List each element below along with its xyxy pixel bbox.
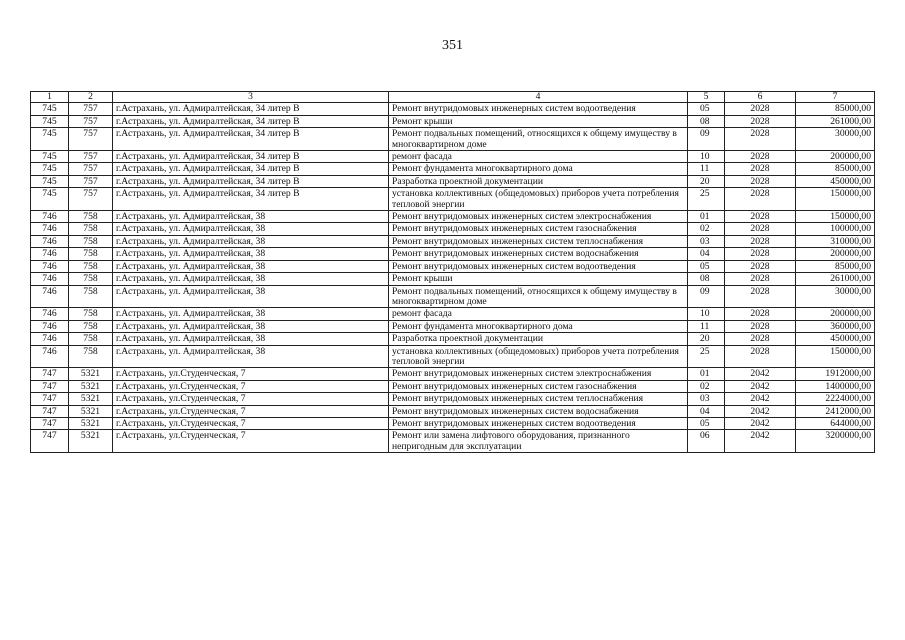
house-id-cell: 757: [69, 151, 113, 163]
address-cell: г.Астрахань, ул. Адмиралтейская, 34 литер В: [113, 128, 389, 151]
cost-cell: 644000,00: [796, 417, 875, 429]
row-number-cell: 746: [31, 273, 69, 285]
cost-cell: 150000,00: [796, 211, 875, 223]
work-code-cell: 05: [688, 103, 725, 115]
work-code-cell: 01: [688, 211, 725, 223]
house-id-cell: 757: [69, 115, 113, 127]
work-code-cell: 02: [688, 223, 725, 235]
house-id-cell: 758: [69, 320, 113, 332]
table-row: [31, 175, 875, 187]
table-row: [31, 393, 875, 405]
row-number-cell: 746: [31, 211, 69, 223]
cost-cell: 200000,00: [796, 248, 875, 260]
cost-cell: 2412000,00: [796, 405, 875, 417]
row-number-cell: 746: [31, 320, 69, 332]
row-number-cell: 747: [31, 430, 69, 453]
year-cell: 2028: [725, 163, 796, 175]
row-number-cell: 746: [31, 308, 69, 320]
cost-cell: 450000,00: [796, 333, 875, 345]
address-cell: г.Астрахань, ул. Адмиралтейская, 38: [113, 308, 389, 320]
cost-cell: 2224000,00: [796, 393, 875, 405]
work-type-cell: ремонт фасада: [389, 151, 688, 163]
work-type-cell: Ремонт внутридомовых инженерных систем газоснабжения: [389, 380, 688, 392]
address-cell: г.Астрахань, ул.Студенческая, 7: [113, 417, 389, 429]
year-cell: 2042: [725, 368, 796, 380]
year-cell: 2042: [725, 430, 796, 453]
work-type-cell: Ремонт внутридомовых инженерных систем электроснабжения: [389, 211, 688, 223]
address-cell: г.Астрахань, ул. Адмиралтейская, 38: [113, 248, 389, 260]
row-number-cell: 745: [31, 115, 69, 127]
cost-cell: 310000,00: [796, 235, 875, 247]
column-header: 2: [69, 92, 113, 103]
house-id-cell: 757: [69, 188, 113, 211]
row-number-cell: 747: [31, 405, 69, 417]
work-code-cell: 03: [688, 393, 725, 405]
house-id-cell: 757: [69, 163, 113, 175]
work-type-cell: Ремонт внутридомовых инженерных систем водоснабжения: [389, 405, 688, 417]
year-cell: 2028: [725, 223, 796, 235]
year-cell: 2028: [725, 211, 796, 223]
address-cell: г.Астрахань, ул.Студенческая, 7: [113, 405, 389, 417]
house-id-cell: 758: [69, 211, 113, 223]
work-type-cell: Ремонт внутридомовых инженерных систем водоотведения: [389, 103, 688, 115]
table-row: [31, 260, 875, 272]
row-number-cell: 745: [31, 163, 69, 175]
table-row: [31, 103, 875, 115]
table-row: [31, 235, 875, 247]
row-number-cell: 745: [31, 151, 69, 163]
row-number-cell: 745: [31, 188, 69, 211]
address-cell: г.Астрахань, ул. Адмиралтейская, 34 литер В: [113, 188, 389, 211]
work-code-cell: 25: [688, 188, 725, 211]
work-type-cell: Ремонт внутридомовых инженерных систем теплоснабжения: [389, 393, 688, 405]
work-code-cell: 04: [688, 248, 725, 260]
work-code-cell: 04: [688, 405, 725, 417]
address-cell: г.Астрахань, ул. Адмиралтейская, 38: [113, 285, 389, 308]
row-number-cell: 746: [31, 248, 69, 260]
column-header: 1: [31, 92, 69, 103]
work-type-cell: установка коллективных (общедомовых) приборов учета потребления тепловой энергии: [389, 188, 688, 211]
table-row: [31, 115, 875, 127]
table-row: [31, 417, 875, 429]
work-code-cell: 10: [688, 308, 725, 320]
row-number-cell: 747: [31, 380, 69, 392]
work-code-cell: 08: [688, 273, 725, 285]
house-id-cell: 5321: [69, 417, 113, 429]
work-type-cell: Ремонт фундамента многоквартирного дома: [389, 163, 688, 175]
table-row: [31, 248, 875, 260]
row-number-cell: 745: [31, 103, 69, 115]
house-id-cell: 758: [69, 273, 113, 285]
address-cell: г.Астрахань, ул. Адмиралтейская, 38: [113, 211, 389, 223]
year-cell: 2028: [725, 333, 796, 345]
year-cell: 2028: [725, 235, 796, 247]
house-id-cell: 758: [69, 345, 113, 368]
work-code-cell: 11: [688, 163, 725, 175]
cost-cell: 30000,00: [796, 285, 875, 308]
work-type-cell: Ремонт подвальных помещений, относящихся к общему имуществу в многоквартирном доме: [389, 128, 688, 151]
address-cell: г.Астрахань, ул. Адмиралтейская, 38: [113, 260, 389, 272]
year-cell: 2028: [725, 188, 796, 211]
table-row: [31, 151, 875, 163]
work-type-cell: установка коллективных (общедомовых) приборов учета потребления тепловой энергии: [389, 345, 688, 368]
work-type-cell: Ремонт внутридомовых инженерных систем электроснабжения: [389, 368, 688, 380]
address-cell: г.Астрахань, ул. Адмиралтейская, 34 литер В: [113, 103, 389, 115]
column-header: 7: [796, 92, 875, 103]
house-id-cell: 5321: [69, 430, 113, 453]
house-id-cell: 5321: [69, 380, 113, 392]
cost-cell: 100000,00: [796, 223, 875, 235]
row-number-cell: 747: [31, 368, 69, 380]
year-cell: 2028: [725, 115, 796, 127]
row-number-cell: 745: [31, 128, 69, 151]
work-code-cell: 03: [688, 235, 725, 247]
work-type-cell: Ремонт крыши: [389, 273, 688, 285]
work-type-cell: Ремонт фундамента многоквартирного дома: [389, 320, 688, 332]
year-cell: 2028: [725, 260, 796, 272]
table-row: [31, 163, 875, 175]
row-number-cell: 747: [31, 417, 69, 429]
cost-cell: 200000,00: [796, 308, 875, 320]
work-type-cell: Ремонт внутридомовых инженерных систем газоснабжения: [389, 223, 688, 235]
work-type-cell: Ремонт внутридомовых инженерных систем теплоснабжения: [389, 235, 688, 247]
house-id-cell: 757: [69, 128, 113, 151]
work-code-cell: 25: [688, 345, 725, 368]
year-cell: 2028: [725, 103, 796, 115]
address-cell: г.Астрахань, ул.Студенческая, 7: [113, 368, 389, 380]
house-id-cell: 5321: [69, 405, 113, 417]
table-row: [31, 320, 875, 332]
table-row: [31, 223, 875, 235]
cost-cell: 261000,00: [796, 115, 875, 127]
work-code-cell: 20: [688, 333, 725, 345]
house-id-cell: 758: [69, 223, 113, 235]
row-number-cell: 746: [31, 333, 69, 345]
house-id-cell: 757: [69, 175, 113, 187]
table-row: [31, 188, 875, 211]
table-row: [31, 345, 875, 368]
capital-repair-table: [30, 91, 875, 453]
table-row: [31, 430, 875, 453]
address-cell: г.Астрахань, ул. Адмиралтейская, 38: [113, 273, 389, 285]
year-cell: 2028: [725, 128, 796, 151]
work-code-cell: 10: [688, 151, 725, 163]
year-cell: 2028: [725, 285, 796, 308]
work-code-cell: 01: [688, 368, 725, 380]
cost-cell: 150000,00: [796, 345, 875, 368]
cost-cell: 200000,00: [796, 151, 875, 163]
table-row: [31, 368, 875, 380]
work-code-cell: 08: [688, 115, 725, 127]
table-row: [31, 308, 875, 320]
work-type-cell: Ремонт внутридомовых инженерных систем водоотведения: [389, 260, 688, 272]
table-row: [31, 333, 875, 345]
column-header: 6: [725, 92, 796, 103]
row-number-cell: 747: [31, 393, 69, 405]
cost-cell: 450000,00: [796, 175, 875, 187]
address-cell: г.Астрахань, ул. Адмиралтейская, 38: [113, 223, 389, 235]
year-cell: 2028: [725, 308, 796, 320]
house-id-cell: 758: [69, 285, 113, 308]
row-number-cell: 746: [31, 260, 69, 272]
address-cell: г.Астрахань, ул.Студенческая, 7: [113, 393, 389, 405]
work-code-cell: 02: [688, 380, 725, 392]
cost-cell: 3200000,00: [796, 430, 875, 453]
cost-cell: 261000,00: [796, 273, 875, 285]
house-id-cell: 5321: [69, 393, 113, 405]
work-code-cell: 05: [688, 260, 725, 272]
address-cell: г.Астрахань, ул. Адмиралтейская, 34 литер В: [113, 151, 389, 163]
table-header-row: [31, 92, 875, 103]
year-cell: 2028: [725, 175, 796, 187]
house-id-cell: 758: [69, 260, 113, 272]
cost-cell: 1400000,00: [796, 380, 875, 392]
house-id-cell: 758: [69, 308, 113, 320]
cost-cell: 150000,00: [796, 188, 875, 211]
address-cell: г.Астрахань, ул. Адмиралтейская, 34 литер В: [113, 115, 389, 127]
address-cell: г.Астрахань, ул. Адмиралтейская, 38: [113, 320, 389, 332]
work-code-cell: 06: [688, 430, 725, 453]
table-row: [31, 128, 875, 151]
year-cell: 2028: [725, 151, 796, 163]
address-cell: г.Астрахань, ул.Студенческая, 7: [113, 430, 389, 453]
address-cell: г.Астрахань, ул. Адмиралтейская, 34 литер В: [113, 163, 389, 175]
work-type-cell: Ремонт или замена лифтового оборудования, признанного непригодным для эксплуатации: [389, 430, 688, 453]
row-number-cell: 746: [31, 345, 69, 368]
cost-cell: 30000,00: [796, 128, 875, 151]
row-number-cell: 746: [31, 285, 69, 308]
column-header: 4: [389, 92, 688, 103]
house-id-cell: 758: [69, 248, 113, 260]
work-code-cell: 05: [688, 417, 725, 429]
work-type-cell: Ремонт крыши: [389, 115, 688, 127]
work-code-cell: 11: [688, 320, 725, 332]
year-cell: 2028: [725, 345, 796, 368]
column-header: 3: [113, 92, 389, 103]
page-number: 351: [442, 38, 463, 53]
year-cell: 2042: [725, 380, 796, 392]
work-type-cell: Разработка проектной документации: [389, 333, 688, 345]
year-cell: 2028: [725, 273, 796, 285]
row-number-cell: 746: [31, 235, 69, 247]
work-type-cell: ремонт фасада: [389, 308, 688, 320]
year-cell: 2042: [725, 417, 796, 429]
table-row: [31, 405, 875, 417]
cost-cell: 360000,00: [796, 320, 875, 332]
work-type-cell: Ремонт внутридомовых инженерных систем водоснабжения: [389, 248, 688, 260]
work-type-cell: Разработка проектной документации: [389, 175, 688, 187]
work-code-cell: 09: [688, 285, 725, 308]
address-cell: г.Астрахань, ул. Адмиралтейская, 38: [113, 333, 389, 345]
column-header: 5: [688, 92, 725, 103]
year-cell: 2042: [725, 393, 796, 405]
year-cell: 2042: [725, 405, 796, 417]
row-number-cell: 745: [31, 175, 69, 187]
address-cell: г.Астрахань, ул. Адмиралтейская, 38: [113, 345, 389, 368]
table-row: [31, 285, 875, 308]
address-cell: г.Астрахань, ул. Адмиралтейская, 38: [113, 235, 389, 247]
year-cell: 2028: [725, 320, 796, 332]
work-type-cell: Ремонт внутридомовых инженерных систем водоотведения: [389, 417, 688, 429]
cost-cell: 1912000,00: [796, 368, 875, 380]
table-row: [31, 211, 875, 223]
cost-cell: 85000,00: [796, 103, 875, 115]
year-cell: 2028: [725, 248, 796, 260]
address-cell: г.Астрахань, ул.Студенческая, 7: [113, 380, 389, 392]
house-id-cell: 757: [69, 103, 113, 115]
work-type-cell: Ремонт подвальных помещений, относящихся к общему имуществу в многоквартирном доме: [389, 285, 688, 308]
table-row: [31, 380, 875, 392]
cost-cell: 85000,00: [796, 163, 875, 175]
work-code-cell: 09: [688, 128, 725, 151]
row-number-cell: 746: [31, 223, 69, 235]
house-id-cell: 758: [69, 333, 113, 345]
address-cell: г.Астрахань, ул. Адмиралтейская, 34 литер В: [113, 175, 389, 187]
house-id-cell: 758: [69, 235, 113, 247]
work-code-cell: 20: [688, 175, 725, 187]
cost-cell: 85000,00: [796, 260, 875, 272]
house-id-cell: 5321: [69, 368, 113, 380]
table-row: [31, 273, 875, 285]
